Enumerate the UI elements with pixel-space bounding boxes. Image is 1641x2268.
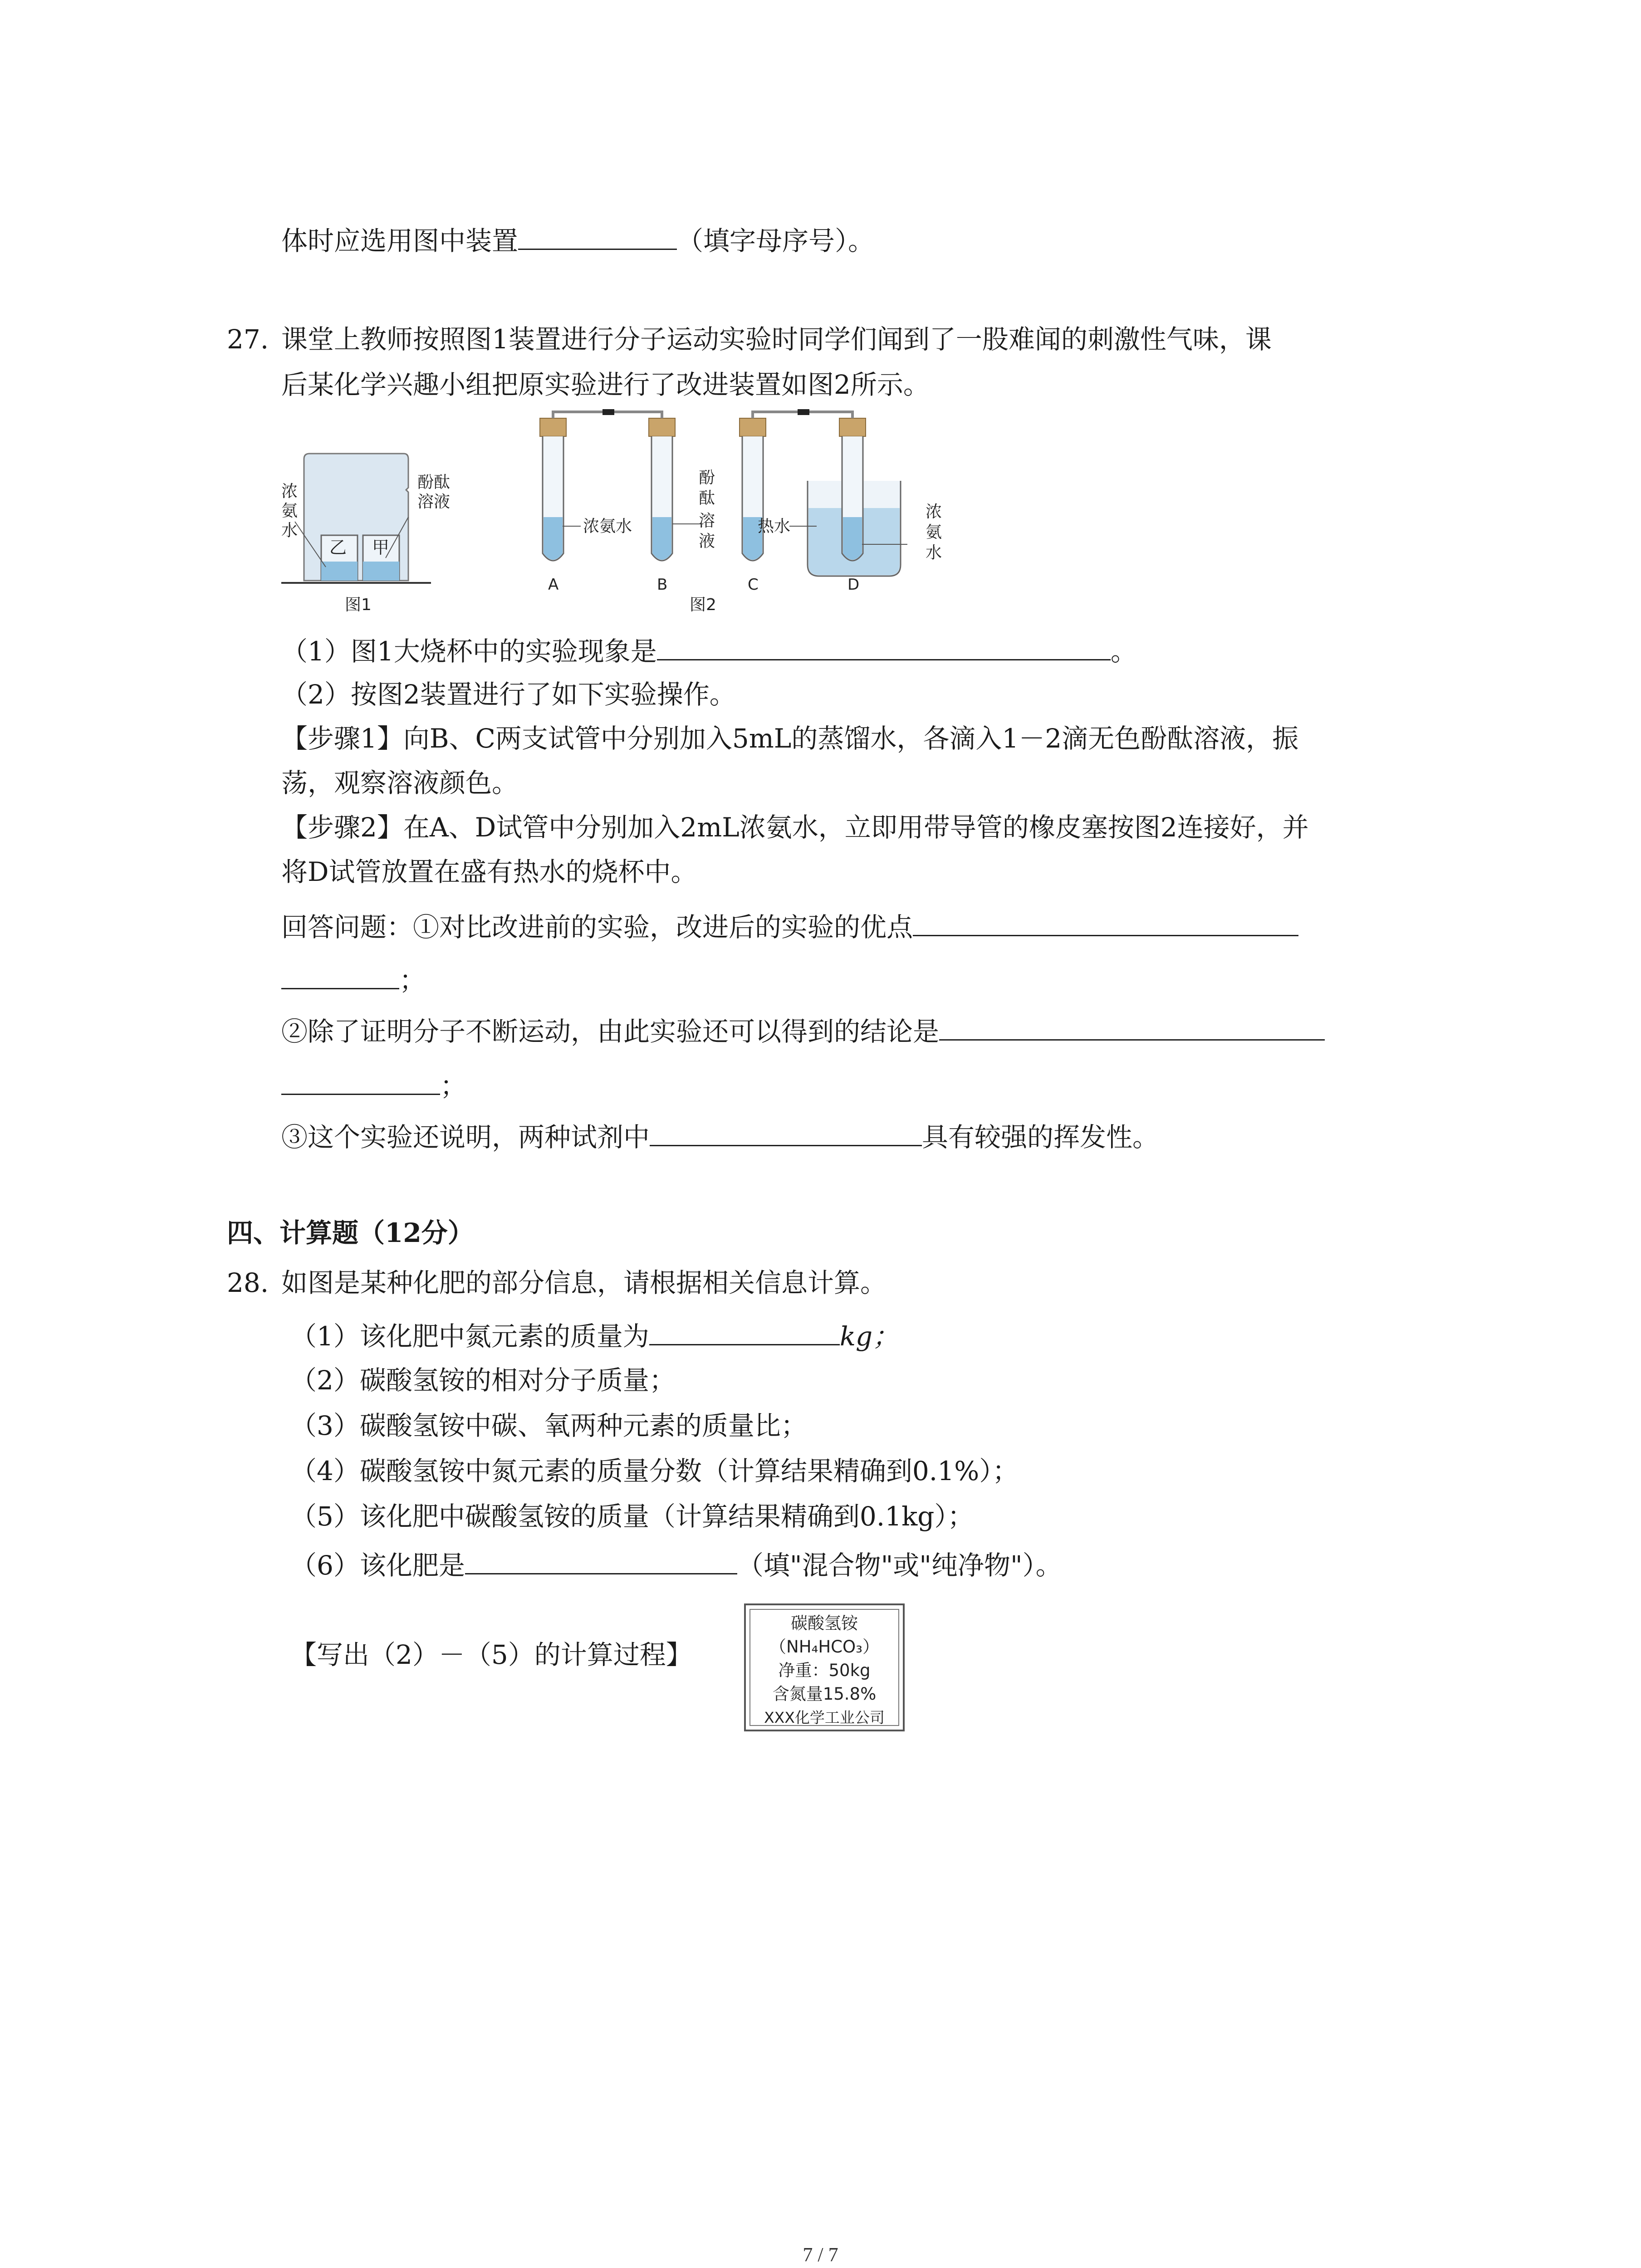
q28-sub1-prefix: （1）该化肥中氮元素的质量为 [290,1321,649,1352]
q27-answer3-line [281,1119,1159,1154]
fig2-tube-letter-d: D [847,576,860,594]
q28-sub1-suffix: kg； [839,1321,899,1352]
answer-blank-q27-advantage-cont[interactable] [281,962,399,989]
answer-blank-q27-advantage[interactable] [913,909,1298,936]
q27-answer2-text: ②除了证明分子不断运动，由此实验还可以得到的结论是 [281,1016,940,1047]
q28-stem: 如图是某种化肥的部分信息，请根据相关信息计算。 [281,1267,887,1298]
q27-sub2: （2）按图2装置进行了如下实验操作。 [281,679,736,710]
q27-step2-line2: 将D试管放置在盛有热水的烧杯中。 [281,856,697,887]
q27-answer1-semicolon: ； [399,965,426,996]
fig2-label-d-1: 浓 [926,503,942,521]
answer-blank-q27-conclusion-cont[interactable] [281,1067,440,1095]
q27-step2-line1: 【步骤2】在A、D试管中分别加入2mL浓氨水，立即用带导管的橡皮塞按图2连接好，并 [281,812,1309,843]
label-company: XXX化学工业公司 [764,1709,885,1726]
q28-sub3: （3）碳酸氢铵中碳、氧两种元素的质量比； [290,1410,807,1441]
q27-answer2-cont [281,1067,466,1103]
answer-blank-q28-6[interactable] [465,1547,737,1574]
label-nitrogen: 含氮量15.8% [772,1684,877,1704]
fig2-label-d-3: 水 [926,543,942,562]
label-name: 碳酸氢铵 [791,1613,858,1633]
q27-answer3-prefix: ③这个实验还说明，两种试剂中 [281,1122,650,1153]
q28-sub6-line [290,1547,1062,1583]
section4-title: 四、计算题（12分） [227,1217,474,1248]
fig2-label-hot-water: 热水 [758,517,791,536]
fertilizer-label-inner [749,1609,899,1726]
fig1-left-label-2: 氨 [281,502,298,520]
q27-sub1-line [281,633,1137,669]
q27-number: 27. [227,324,269,355]
q27-stem-line1: 课堂上教师按照图1装置进行分子运动实验时同学们闻到了一股难闻的刺激性气味，课 [281,324,1272,355]
q27-answer3-suffix: 具有较强的挥发性。 [922,1122,1159,1153]
answer-blank-q27-volatile[interactable] [650,1119,922,1146]
fig1-beaker-yi: 乙 [329,538,347,557]
fig2-label-a: 浓氨水 [583,517,632,536]
q27-answer2-line [281,1013,1325,1049]
q28-sub2: （2）碳酸氢铵的相对分子质量； [290,1365,676,1396]
fig1-right-label-2: 溶液 [417,493,451,511]
fig2-caption: 图2 [690,596,716,614]
q28-sub1-line [290,1318,899,1354]
label-net-weight: 净重：50kg [778,1661,871,1680]
fig2-label-b-4: 液 [699,532,715,551]
q26-tail-suffix: （填字母序号）。 [677,225,875,256]
fertilizer-label [744,1603,905,1731]
page-number: 7 / 7 [803,2244,838,2266]
q27-sub1-prefix: （1）图1大烧杯中的实验现象是 [281,636,657,667]
q27-answer1-text: 回答问题：①对比改进前的实验，改进后的实验的优点 [281,912,913,943]
fig1-right-label-1: 酚酞 [417,473,451,492]
answer-blank-q27-conclusion[interactable] [939,1013,1325,1041]
q27-answer2-semicolon: ； [440,1070,467,1101]
q27-answer1-cont [281,962,426,997]
fig2-tube-letter-a: A [548,576,559,594]
fig2-tube-letter-c: C [748,576,759,594]
q26-tail-prefix: 体时应选用图中装置 [281,225,519,256]
fig1-beaker-jia: 甲 [372,538,390,557]
q27-sub1-suffix: 。 [1110,636,1137,667]
fig1-left-label-3: 水 [281,521,298,540]
q28-number: 28. [227,1267,269,1298]
label-formula: （NH₄HCO₃） [769,1637,879,1657]
answer-blank-q27-1[interactable] [657,633,1111,660]
q28-write-out: 【写出（2）－（5）的计算过程】 [290,1639,692,1670]
fig2-apparatus [540,409,907,576]
q27-answer1-line [281,909,1298,944]
q27-step1-line1: 【步骤1】向B、C两支试管中分别加入5mL的蒸馏水，各滴入1－2滴无色酚酞溶液，振 [281,723,1299,754]
q28-sub6-suffix: （填"混合物"或"纯净物"）。 [737,1550,1062,1581]
fig1-caption: 图1 [345,596,372,614]
answer-blank-q28-1[interactable] [649,1318,840,1345]
q28-sub4: （4）碳酸氢铵中氮元素的质量分数（计算结果精确到0.1%）； [290,1456,1019,1486]
q27-experiment-figure [272,408,980,626]
q27-step1-line2: 荡，观察溶液颜色。 [281,767,519,798]
fig2-label-b-2: 酞 [699,489,715,508]
q26-tail-line [281,222,874,258]
q27-stem-line2: 后某化学兴趣小组把原实验进行了改进装置如图2所示。 [281,369,930,400]
fig2-label-b-3: 溶 [699,512,715,530]
fig1-left-label-1: 浓 [281,482,298,501]
fig2-label-d-2: 氨 [926,523,942,542]
fig1-apparatus [281,454,431,583]
q28-sub6-prefix: （6）该化肥是 [290,1550,465,1581]
fig2-label-b-1: 酚 [699,469,715,487]
answer-blank-q26[interactable] [518,222,677,250]
q28-sub5: （5）该化肥中碳酸氢铵的质量（计算结果精确到0.1kg）； [290,1501,974,1532]
fig2-tube-letter-b: B [657,576,668,594]
